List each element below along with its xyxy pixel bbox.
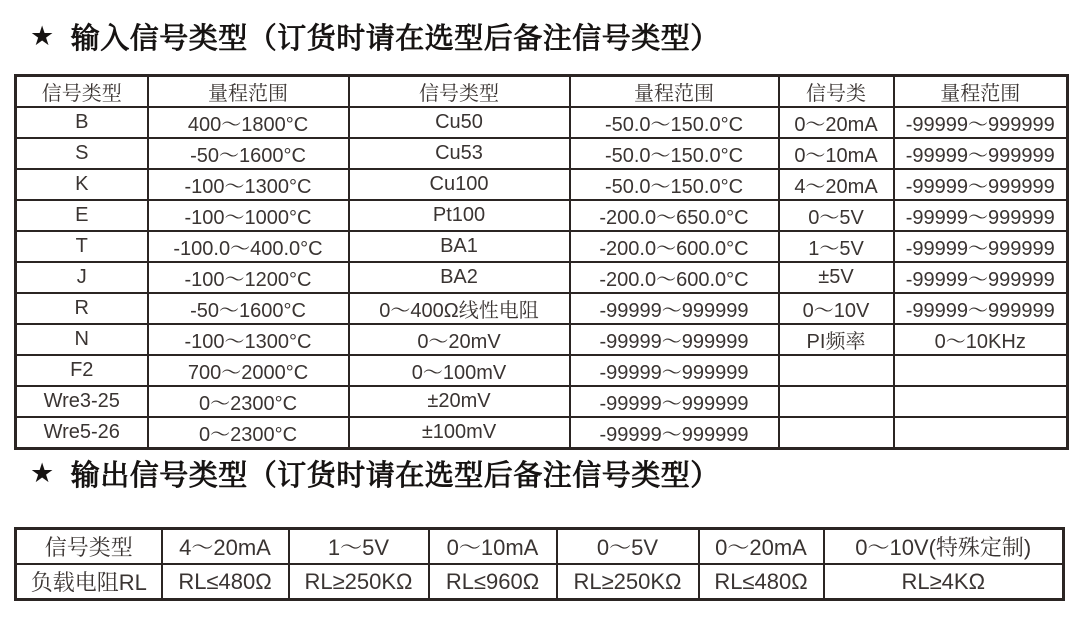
table-cell: ±100mV bbox=[349, 417, 570, 449]
table-cell: E bbox=[16, 200, 148, 231]
table-cell: -100.0～400.0°C bbox=[148, 231, 349, 262]
table-cell: -50.0～150.0°C bbox=[570, 107, 779, 138]
output-signal-table bbox=[14, 527, 1065, 601]
table-cell: -100～1000°C bbox=[148, 200, 349, 231]
table-row bbox=[16, 529, 1064, 565]
table-cell bbox=[894, 417, 1068, 449]
table-cell: -100～1300°C bbox=[148, 324, 349, 355]
table-cell: J bbox=[16, 262, 148, 293]
table-cell: BA2 bbox=[349, 262, 570, 293]
table-cell: 0～10mA bbox=[429, 529, 557, 565]
table-cell: 0～5V bbox=[779, 200, 894, 231]
table-row bbox=[16, 138, 1068, 169]
table-cell: -50～1600°C bbox=[148, 138, 349, 169]
table-cell: N bbox=[16, 324, 148, 355]
table-row bbox=[16, 417, 1068, 449]
table-cell: -99999～999999 bbox=[894, 231, 1068, 262]
column-header: 量程范围 bbox=[570, 76, 779, 108]
table-row bbox=[16, 324, 1068, 355]
table-cell: Wre3-25 bbox=[16, 386, 148, 417]
table-cell: -99999～999999 bbox=[894, 169, 1068, 200]
table-cell: 0～2300°C bbox=[148, 417, 349, 449]
table-row bbox=[16, 564, 1064, 600]
table-cell: RL≤960Ω bbox=[429, 564, 557, 600]
table-cell: F2 bbox=[16, 355, 148, 386]
table-cell: -99999～999999 bbox=[894, 138, 1068, 169]
table-cell: 0～400Ω线性电阻 bbox=[349, 293, 570, 324]
table-cell: -50.0～150.0°C bbox=[570, 138, 779, 169]
table-cell: S bbox=[16, 138, 148, 169]
table-cell: RL≤480Ω bbox=[162, 564, 289, 600]
table-cell: ±20mV bbox=[349, 386, 570, 417]
table-cell: Wre5-26 bbox=[16, 417, 148, 449]
table-cell: ±5V bbox=[779, 262, 894, 293]
table-cell: 0～20mA bbox=[779, 107, 894, 138]
table-cell: 1～5V bbox=[289, 529, 429, 565]
table-cell: 0～10mA bbox=[779, 138, 894, 169]
star-icon: ★ bbox=[30, 458, 55, 488]
table-row bbox=[16, 231, 1068, 262]
table-cell: -99999～999999 bbox=[570, 293, 779, 324]
table-row bbox=[16, 169, 1068, 200]
table-row bbox=[16, 293, 1068, 324]
table-row bbox=[16, 200, 1068, 231]
table-cell: -50～1600°C bbox=[148, 293, 349, 324]
table-cell: -200.0～650.0°C bbox=[570, 200, 779, 231]
table-cell: 400～1800°C bbox=[148, 107, 349, 138]
table-cell: 4～20mA bbox=[779, 169, 894, 200]
table-cell: -99999～999999 bbox=[894, 293, 1068, 324]
table-cell: -200.0～600.0°C bbox=[570, 262, 779, 293]
input-section-title bbox=[30, 16, 720, 57]
table-cell: 0～2300°C bbox=[148, 386, 349, 417]
table-row bbox=[16, 386, 1068, 417]
column-header: 信号类型 bbox=[16, 76, 148, 108]
input-section-title-text: 输入信号类型（订货时请在选型后备注信号类型） bbox=[70, 23, 720, 55]
table-cell: -100～1300°C bbox=[148, 169, 349, 200]
table-row bbox=[16, 107, 1068, 138]
table-cell: T bbox=[16, 231, 148, 262]
output-section-title-text: 输出信号类型（订货时请在选型后备注信号类型） bbox=[70, 460, 720, 492]
table-cell: RL≥4KΩ bbox=[824, 564, 1064, 600]
table-cell bbox=[894, 355, 1068, 386]
table-cell: -50.0～150.0°C bbox=[570, 169, 779, 200]
table-cell: K bbox=[16, 169, 148, 200]
table-cell: 4～20mA bbox=[162, 529, 289, 565]
column-header: 量程范围 bbox=[894, 76, 1068, 108]
column-header: 信号类型 bbox=[349, 76, 570, 108]
table-cell: RL≤480Ω bbox=[699, 564, 824, 600]
table-cell bbox=[894, 386, 1068, 417]
table-row bbox=[16, 355, 1068, 386]
table-cell: -99999～999999 bbox=[570, 386, 779, 417]
table-cell: RL≥250KΩ bbox=[557, 564, 699, 600]
table-cell: 0～10V bbox=[779, 293, 894, 324]
table-cell: RL≥250KΩ bbox=[289, 564, 429, 600]
table-cell: Cu50 bbox=[349, 107, 570, 138]
input-signal-table bbox=[14, 74, 1069, 450]
table-cell: Cu53 bbox=[349, 138, 570, 169]
table-cell: 0～100mV bbox=[349, 355, 570, 386]
table-cell bbox=[779, 386, 894, 417]
table-cell: PI频率 bbox=[779, 324, 894, 355]
table-row bbox=[16, 262, 1068, 293]
table-cell: 0～10KHz bbox=[894, 324, 1068, 355]
table-cell: 1～5V bbox=[779, 231, 894, 262]
table-cell bbox=[779, 355, 894, 386]
table-cell: -99999～999999 bbox=[570, 355, 779, 386]
table-cell: -99999～999999 bbox=[570, 417, 779, 449]
table-cell: 0～5V bbox=[557, 529, 699, 565]
table-cell: -99999～999999 bbox=[894, 200, 1068, 231]
table-cell: B bbox=[16, 107, 148, 138]
table-cell: -100～1200°C bbox=[148, 262, 349, 293]
table-cell: 0～20mV bbox=[349, 324, 570, 355]
column-header: 信号类 bbox=[779, 76, 894, 108]
table-cell bbox=[779, 417, 894, 449]
table-cell: -99999～999999 bbox=[894, 262, 1068, 293]
table-cell: -99999～999999 bbox=[570, 324, 779, 355]
table-cell: 0～20mA bbox=[699, 529, 824, 565]
input-table-header-row bbox=[16, 76, 1068, 108]
table-cell: BA1 bbox=[349, 231, 570, 262]
table-cell: 负载电阻RL bbox=[16, 564, 162, 600]
column-header: 量程范围 bbox=[148, 76, 349, 108]
table-cell: 0～10V(特殊定制) bbox=[824, 529, 1064, 565]
table-cell: Pt100 bbox=[349, 200, 570, 231]
table-cell: Cu100 bbox=[349, 169, 570, 200]
table-cell: R bbox=[16, 293, 148, 324]
output-section-title bbox=[30, 453, 720, 494]
table-cell: 700～2000°C bbox=[148, 355, 349, 386]
table-cell: -99999～999999 bbox=[894, 107, 1068, 138]
table-cell: -200.0～600.0°C bbox=[570, 231, 779, 262]
table-cell: 信号类型 bbox=[16, 529, 162, 565]
star-icon: ★ bbox=[30, 21, 55, 51]
